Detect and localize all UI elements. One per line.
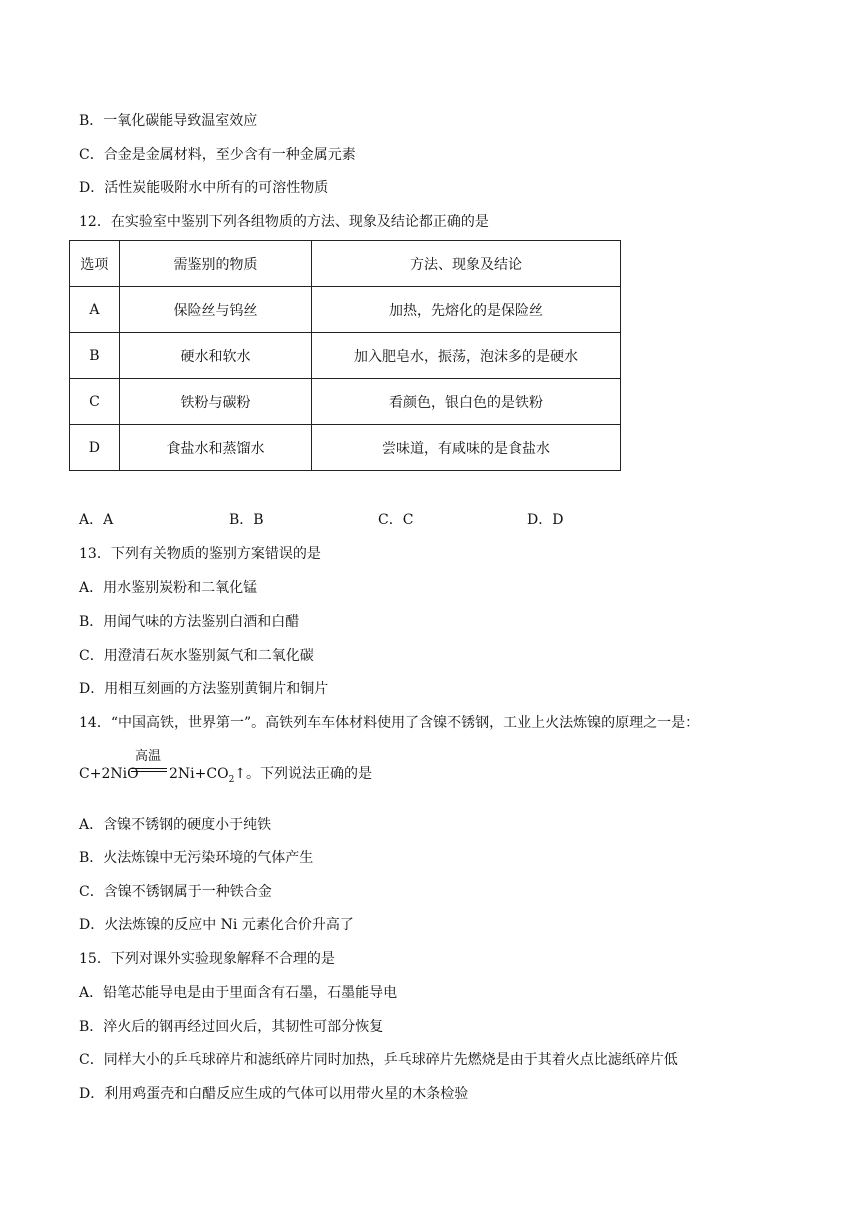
q14-stem: 14．“中国高铁，世界第一”。高铁列车车体材料使用了含镍不锈钢，工业上火法炼镍的原理之一是： xyxy=(79,715,700,731)
table-cell-substances: 食盐水和蒸馏水 xyxy=(119,425,311,471)
q12-answer-a: A．A xyxy=(79,512,114,528)
table-cell-option: D xyxy=(70,425,120,471)
equation-tail: 。下列说法正确的是 xyxy=(246,766,373,782)
q12-stem: 12．在实验室中鉴别下列各组物质的方法、现象及结论都正确的是 xyxy=(79,214,489,230)
q12-table xyxy=(69,240,621,471)
q13-stem: 13．下列有关物质的鉴别方案错误的是 xyxy=(79,546,321,562)
q11-option-c: C．合金是金属材料，至少含有一种金属元素 xyxy=(79,147,356,163)
table-row xyxy=(70,287,621,333)
table-cell-method: 尝味道，有咸味的是食盐水 xyxy=(312,425,621,471)
q15-option-c: C．同样大小的乒乓球碎片和滤纸碎片同时加热，乒乓球碎片先燃烧是由于其着火点比滤纸碎片低 xyxy=(79,1052,678,1068)
q14-option-c: C．含镍不锈钢属于一种铁合金 xyxy=(79,884,272,900)
equation-subscript: 2 xyxy=(228,774,235,785)
table-cell-option: C xyxy=(70,379,120,425)
q12-answer-b: B．B xyxy=(229,512,264,528)
q15-stem: 15．下列对课外实验现象解释不合理的是 xyxy=(79,951,335,967)
table-header-method: 方法、现象及结论 xyxy=(312,241,621,287)
q14-option-d: D．火法炼镍的反应中 Ni 元素化合价升高了 xyxy=(79,917,354,933)
table-cell-method: 加入肥皂水，振荡，泡沫多的是硬水 xyxy=(312,333,621,379)
table-cell-method: 加热，先熔化的是保险丝 xyxy=(312,287,621,333)
q11-option-d: D．活性炭能吸附水中所有的可溶性物质 xyxy=(79,180,329,196)
q14-option-a: A．含镍不锈钢的硬度小于纯铁 xyxy=(79,817,272,833)
q13-option-c: C．用澄清石灰水鉴别氮气和二氧化碳 xyxy=(79,648,314,664)
q12-answer-options xyxy=(79,510,679,530)
equation-condition: 高温 xyxy=(135,749,162,764)
equation-reactants: C+2NiO xyxy=(79,766,139,782)
table-cell-method: 看颜色，银白色的是铁粉 xyxy=(312,379,621,425)
q12-answer-c: C．C xyxy=(378,512,414,528)
table-row xyxy=(70,425,621,471)
q12-answer-d: D．D xyxy=(527,512,564,528)
table-cell-option: A xyxy=(70,287,120,333)
q15-option-a: A．铅笔芯能导电是由于里面含有石墨，石墨能导电 xyxy=(79,985,398,1001)
table-cell-substances: 铁粉与碳粉 xyxy=(119,379,311,425)
equation-products-text: 2Ni+CO xyxy=(169,766,229,782)
equation-double-line-top xyxy=(131,768,167,769)
q15-option-b: B．淬火后的钢再经过回火后，其韧性可部分恢复 xyxy=(79,1019,384,1035)
table-header-row xyxy=(70,241,621,287)
table-cell-substances: 保险丝与钨丝 xyxy=(119,287,311,333)
q14-chemical-equation xyxy=(79,750,779,786)
q13-option-a: A．用水鉴别炭粉和二氧化锰 xyxy=(79,580,258,596)
gas-arrow-icon: ↑ xyxy=(234,766,247,782)
table-header-option: 选项 xyxy=(70,241,120,287)
table-cell-substances: 硬水和软水 xyxy=(119,333,311,379)
table-row xyxy=(70,333,621,379)
q13-option-d: D．用相互刻画的方法鉴别黄铜片和铜片 xyxy=(79,681,329,697)
q11-option-b: B．一氧化碳能导致温室效应 xyxy=(79,113,258,129)
q13-option-b: B．用闻气味的方法鉴别白酒和白醋 xyxy=(79,614,300,630)
table-header-substances: 需鉴别的物质 xyxy=(119,241,311,287)
table-cell-option: B xyxy=(70,333,120,379)
equation-double-line-bottom xyxy=(131,771,167,772)
q14-option-b: B．火法炼镍中无污染环境的气体产生 xyxy=(79,850,314,866)
q15-option-d: D．利用鸡蛋壳和白醋反应生成的气体可以用带火星的木条检验 xyxy=(79,1086,469,1102)
table-row xyxy=(70,379,621,425)
equation-products xyxy=(169,764,372,790)
